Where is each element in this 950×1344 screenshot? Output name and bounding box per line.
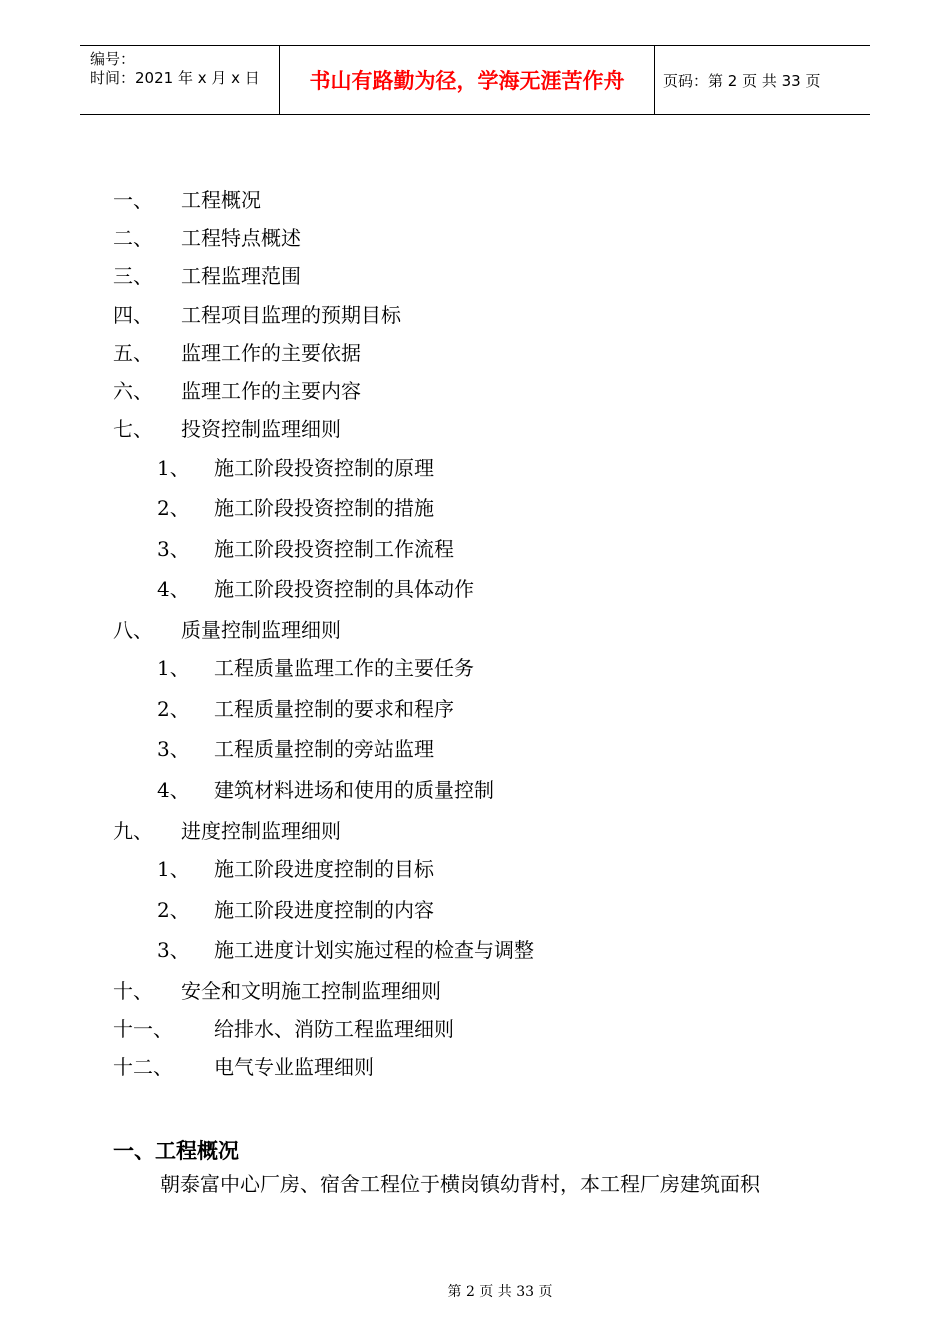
toc-item-number: 九、 xyxy=(113,819,153,843)
toc-item-text: 工程概况 xyxy=(181,188,261,212)
toc-item-text: 给排水、消防工程监理细则 xyxy=(214,1017,454,1041)
toc-item-number: 八、 xyxy=(113,618,153,642)
toc-item-number: 十二、 xyxy=(113,1055,173,1079)
time-label: 时间：2021 年 x 月 x 日 xyxy=(90,69,260,87)
toc-item-text: 电气专业监理细则 xyxy=(214,1055,374,1079)
toc-item-text: 施工阶段投资控制工作流程 xyxy=(214,537,454,561)
section-paragraph: 朝泰富中心厂房、宿舍工程位于横岗镇幼背村，本工程厂房建筑面积 xyxy=(160,1172,760,1196)
toc-item-text: 工程质量控制的要求和程序 xyxy=(214,697,454,721)
toc-item-number: 十、 xyxy=(113,979,153,1003)
toc-item-text: 监理工作的主要内容 xyxy=(181,379,361,403)
toc-item-number: 五、 xyxy=(113,341,153,365)
toc-item-number: 3、 xyxy=(157,938,190,962)
toc-item-number: 一、 xyxy=(113,188,153,212)
toc-item-number: 二、 xyxy=(113,226,153,250)
toc-item-number: 四、 xyxy=(113,303,153,327)
toc-item-text: 工程监理范围 xyxy=(181,264,301,288)
toc-item-text: 进度控制监理细则 xyxy=(181,819,341,843)
toc-item-number: 2、 xyxy=(157,898,190,922)
toc-item-number: 4、 xyxy=(157,778,190,802)
header-page-info: 页码：第 2 页 共 33 页 xyxy=(663,71,821,90)
toc-item-number: 1、 xyxy=(157,857,190,881)
toc-item-text: 工程项目监理的预期目标 xyxy=(181,303,401,327)
toc-item-text: 施工阶段投资控制的具体动作 xyxy=(214,577,474,601)
toc-item-text: 投资控制监理细则 xyxy=(181,417,341,441)
toc-item-text: 施工阶段投资控制的措施 xyxy=(214,496,434,520)
toc-item-number: 1、 xyxy=(157,656,190,680)
toc-item-text: 建筑材料进场和使用的质量控制 xyxy=(214,778,494,802)
toc-item-text: 质量控制监理细则 xyxy=(181,618,341,642)
page-footer: 第 2 页 共 33 页 xyxy=(447,1284,553,1300)
header-meta xyxy=(80,46,280,114)
page-header xyxy=(80,45,870,115)
toc-item-number: 六、 xyxy=(113,379,153,403)
toc-item-text: 施工进度计划实施过程的检查与调整 xyxy=(214,938,534,962)
header-motto: 书山有路勤为径，学海无涯苦作舟 xyxy=(280,46,655,114)
section-title: 一、工程概况 xyxy=(113,1139,239,1163)
toc-item-text: 工程特点概述 xyxy=(181,226,301,250)
toc-item-number: 1、 xyxy=(157,456,190,480)
toc-item-text: 工程质量控制的旁站监理 xyxy=(214,737,434,761)
toc-item-number: 2、 xyxy=(157,697,190,721)
toc-item-number: 3、 xyxy=(157,537,190,561)
toc-item-number: 4、 xyxy=(157,577,190,601)
toc-item-text: 安全和文明施工控制监理细则 xyxy=(181,979,441,1003)
toc-item-number: 十一、 xyxy=(113,1017,173,1041)
toc-item-number: 七、 xyxy=(113,417,153,441)
toc-item-number: 3、 xyxy=(157,737,190,761)
toc-item-text: 工程质量监理工作的主要任务 xyxy=(214,656,474,680)
toc-item-text: 施工阶段进度控制的内容 xyxy=(214,898,434,922)
toc-item-text: 施工阶段投资控制的原理 xyxy=(214,456,434,480)
toc-item-number: 2、 xyxy=(157,496,190,520)
toc-item-number: 三、 xyxy=(113,264,153,288)
number-label: 编号： xyxy=(90,50,136,68)
toc-item-text: 施工阶段进度控制的目标 xyxy=(214,857,434,881)
toc-item-text: 监理工作的主要依据 xyxy=(181,341,361,365)
